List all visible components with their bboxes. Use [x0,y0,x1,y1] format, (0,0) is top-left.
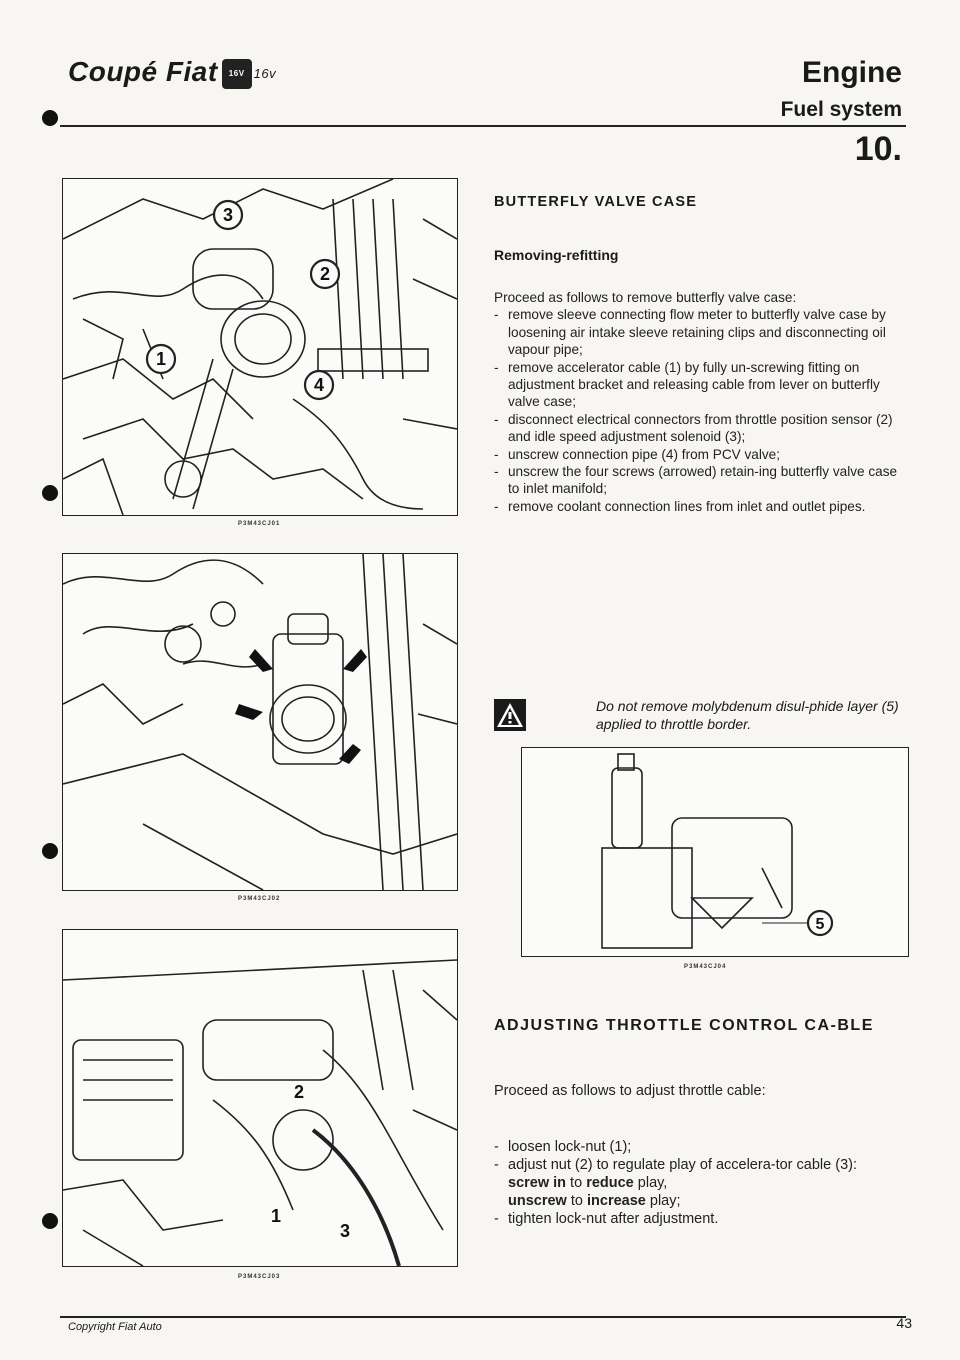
fiat-badge-icon: 16V [222,59,252,89]
callout-label: 4 [313,375,325,395]
figure-code: P3M43CJ01 [238,521,281,527]
punch-hole-icon [42,843,58,859]
list-item: - remove sleeve connecting flow meter to butterfly valve case by loosening air intake sleeve retaining clips and disconnecting oil vapour pipe; [494,306,910,358]
list-item: - loosen lock-nut (1); [494,1138,910,1156]
figure-throttle-cable-adjustment [62,929,458,1267]
warning-text: Do not remove molybdenum disul-phide layer (5) applied to throttle border. [596,698,899,732]
keyword-reduce: reduce [586,1175,634,1191]
callout-label: 2 [293,1082,305,1102]
callout-label: 5 [815,916,825,933]
throttle-body-drawing [522,748,908,956]
section1-body [494,289,910,515]
list-item [494,1156,910,1210]
arrow-icon [249,649,273,672]
keyword-screw-in: screw in [508,1175,567,1191]
section-heading-throttle-cable: ADJUSTING THROTTLE CONTROL CA-BLE [494,1017,874,1034]
keyword-increase: increase [587,1193,646,1209]
footer-copyright: Copyright Fiat Auto [68,1321,162,1333]
arrow-icon [235,704,263,720]
brand-name: Coupé Fiat [68,56,218,87]
punch-hole-icon [42,1213,58,1229]
step-text: adjust nut (2) to regulate play of accelera-tor cable (3): [508,1157,857,1173]
section2-intro: Proceed as follows to adjust throttle cable: [494,1083,766,1099]
section-heading-butterfly: BUTTERFLY VALVE CASE [494,194,698,210]
page-title: Engine [801,56,902,89]
punch-hole-icon [42,485,58,501]
adjustment-steps-list [494,1138,910,1228]
figure-code: P3M43CJ04 [684,964,727,970]
callout-label: 1 [270,1206,282,1226]
subheading-removing: Removing-refitting [494,247,619,263]
page-number: 43 [896,1315,912,1331]
brand-title [68,56,276,89]
step-text: play, [633,1175,668,1191]
callout-label: 2 [319,264,331,284]
engine-bay-drawing-2 [63,554,457,890]
figure-throttle-body-connections [62,178,458,516]
list-item: - tighten lock-nut after adjustment. [494,1210,910,1228]
figure-code: P3M43CJ02 [238,896,281,902]
callout-label: 3 [339,1221,351,1241]
section-number: 10. [854,130,902,168]
header-divider [60,125,906,127]
figure-throttle-border-layer [521,747,909,957]
removal-steps-list [494,306,910,515]
engine-bay-drawing-3 [63,930,457,1266]
warning-icon [494,699,526,731]
brand-spec: 16v [253,66,277,82]
page-subtitle: Fuel system [780,98,902,121]
engine-bay-drawing-1 [63,179,457,515]
list-item: - remove coolant connection lines from inlet and outlet pipes. [494,498,910,515]
step-text: to [566,1175,587,1191]
section2-body [494,1138,910,1228]
punch-hole-icon [42,110,58,126]
list-item: - disconnect electrical connectors from throttle position sensor (2) and idle speed adjustment solenoid (3); [494,411,910,446]
list-item: - unscrew connection pipe (4) from PCV valve; [494,446,910,463]
footer-divider [60,1316,906,1318]
keyword-unscrew: unscrew [508,1193,567,1209]
callout-label: 1 [155,349,167,369]
figure-butterfly-valve-screws [62,553,458,891]
intro-text: Proceed as follows to remove butterfly valve case: [494,290,797,305]
list-item: - unscrew the four screws (arrowed) retain-ing butterfly valve case to inlet manifold; [494,463,910,498]
figure-code: P3M43CJ03 [238,1274,281,1280]
list-item: - remove accelerator cable (1) by fully un-screwing fitting on adjustment bracket and releasing cable from lever on butterfly valve case; [494,359,910,411]
arrow-icon [343,649,367,672]
callout-label: 3 [222,205,234,225]
step-text: play; [645,1193,681,1209]
step-text: to [566,1193,587,1209]
